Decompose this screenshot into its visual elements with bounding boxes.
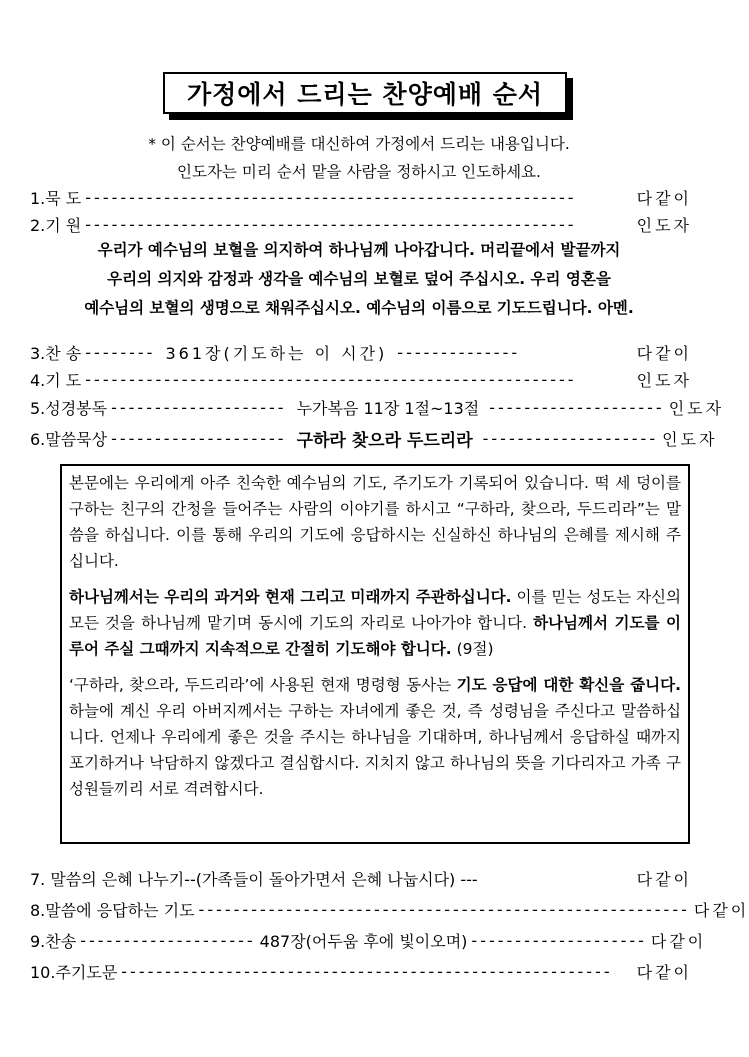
intro-note: * 이 순서는 찬양예배를 대신하여 가정에서 드리는 내용입니다. bbox=[148, 135, 570, 153]
body-text: 이를 믿는 성도는 자신의 모든 것을 하나님께 맡기며 동시에 기도의 자리로 나아가야 합니다. bbox=[69, 588, 681, 632]
body-text: 하늘에 계신 우리 아버지께서는 구하는 자녀에게 좋은 것, 즉 성령님을 주신다고 말씀하십니다. 언제나 우리에게 좋은 것을 주시는 하나님을 기대하며, 하나님께서 응답하실 때까지 포기하거나 낙담하지 않겠다고 결심합시다. 지치지 않고 하나님의 뜻을 기다리자고 가족 구성원들끼리 서로 격려합시다. bbox=[69, 702, 681, 798]
item-assignee: 인도자 bbox=[636, 370, 692, 390]
order-item-5 bbox=[30, 395, 725, 419]
order-item-6 bbox=[30, 426, 718, 451]
prayer-line: 예수님의 보혈의 생명으로 채워주십시오. 예수님의 이름으로 기도드립니다. 아멘. bbox=[84, 299, 634, 317]
item-label: 8.말씀에 응답하는 기도 bbox=[30, 900, 195, 920]
meditation-box bbox=[60, 464, 690, 844]
leader-dashes: -------------- bbox=[397, 342, 521, 362]
leader-dashes: -------------------- bbox=[471, 930, 647, 950]
order-item-4 bbox=[30, 367, 692, 391]
leader-dashes: -------------------------------------------------------- bbox=[85, 187, 577, 207]
order-item-7 bbox=[30, 866, 692, 890]
emphasis-text: 기도 응답에 대한 확신을 줍니다. bbox=[456, 676, 681, 694]
item-detail: 487장(어두움 후에 빛이오며) bbox=[259, 931, 468, 951]
item-label: 5.성경봉독 bbox=[30, 398, 108, 418]
order-item-2 bbox=[30, 212, 692, 236]
leader-dashes: -------------------- bbox=[111, 397, 287, 417]
leader-dashes: -------------------- bbox=[489, 397, 665, 417]
leader-dashes: -------------------- bbox=[111, 428, 287, 448]
item-assignee: 다같이 bbox=[693, 900, 749, 920]
leader-dashes: -------------------- bbox=[482, 428, 659, 448]
item-assignee: 다같이 bbox=[636, 343, 692, 363]
item-label: 6.말씀묵상 bbox=[30, 429, 108, 449]
leader-dashes: -------------------- bbox=[80, 930, 256, 950]
item-label: 1.묵 도 bbox=[30, 188, 82, 208]
item-assignee: 다같이 bbox=[636, 869, 692, 889]
item-assignee: 인도자 bbox=[636, 215, 692, 235]
item-label: 3.찬 송 bbox=[30, 343, 82, 363]
item-label: 4.기 도 bbox=[30, 370, 82, 390]
item-detail: 누가복음 11장 1절~13절 bbox=[296, 398, 480, 418]
item-label: 9.찬송 bbox=[30, 931, 77, 951]
order-item-9 bbox=[30, 928, 707, 952]
page-title bbox=[163, 72, 567, 114]
emphasis-text: 하나님께서 기도를 이루어 주실 그때까지 지속적으로 간절히 기도해야 합니다. bbox=[69, 614, 681, 658]
item-label: 2.기 원 bbox=[30, 215, 82, 235]
leader-dashes: -------------------------------------------------------- bbox=[121, 961, 613, 981]
title-text: 가정에서 드리는 찬양예배 순서 bbox=[186, 80, 544, 109]
prayer-line: 우리의 의지와 감정과 생각을 예수님의 보혈로 덮어 주십시오. 우리 영혼을 bbox=[107, 270, 611, 288]
order-item-3 bbox=[30, 340, 692, 364]
prayer-line: 우리가 예수님의 보혈을 의지하여 하나님께 나아갑니다. 머리끝에서 발끝까지 bbox=[97, 241, 621, 259]
emphasis-text: 하나님께서는 우리의 과거와 현재 그리고 미래까지 주관하십니다. bbox=[69, 588, 512, 606]
sermon-title: 구하라 찾으라 두드리라 bbox=[296, 430, 473, 451]
item-label: 10.주기도문 bbox=[30, 962, 118, 982]
meditation-paragraph: 본문에는 우리에게 아주 친숙한 예수님의 기도, 주기도가 기록되어 있습니다. 떡 세 덩이를 구하는 친구의 간청을 들어주는 사람의 이야기를 하시고 “구하라, 찾으라, 두드리라”는 말씀을 하십니다. 이를 통해 우리의 기도에 응답하시는 신실하신 하나님의 은혜를 제시해 주십니다. bbox=[69, 474, 681, 570]
item-assignee: 다같이 bbox=[636, 962, 692, 982]
meditation-paragraph bbox=[69, 672, 681, 802]
order-item-1 bbox=[30, 185, 692, 209]
order-item-8 bbox=[30, 897, 749, 921]
meditation-paragraph bbox=[69, 584, 681, 662]
order-item-10 bbox=[30, 959, 692, 983]
item-assignee: 인도자 bbox=[668, 398, 725, 418]
item-detail: 361장(기도하는 이 시간) bbox=[165, 343, 388, 363]
item-assignee: 다같이 bbox=[636, 188, 692, 208]
intro-instruction: 인도자는 미리 순서 맡을 사람을 정하시고 인도하세요. bbox=[177, 163, 541, 181]
item-label: 7. 말씀의 은혜 나누기--(가족들이 돌아가면서 은혜 나눕시다) --- bbox=[30, 869, 478, 889]
leader-dashes: -------------------------------------------------------- bbox=[85, 369, 577, 389]
leader-dashes: -------------------------------------------------------- bbox=[85, 214, 577, 234]
leader-dashes: -------------------------------------------------------- bbox=[198, 899, 690, 919]
item-assignee: 인도자 bbox=[662, 429, 718, 449]
verse-reference: (9절) bbox=[451, 640, 494, 658]
body-text: ‘구하라, 찾으라, 두드리라’에 사용된 현재 명령형 동사는 bbox=[69, 676, 457, 694]
leader-dashes: -------- bbox=[85, 342, 156, 362]
item-assignee: 다같이 bbox=[650, 931, 707, 951]
